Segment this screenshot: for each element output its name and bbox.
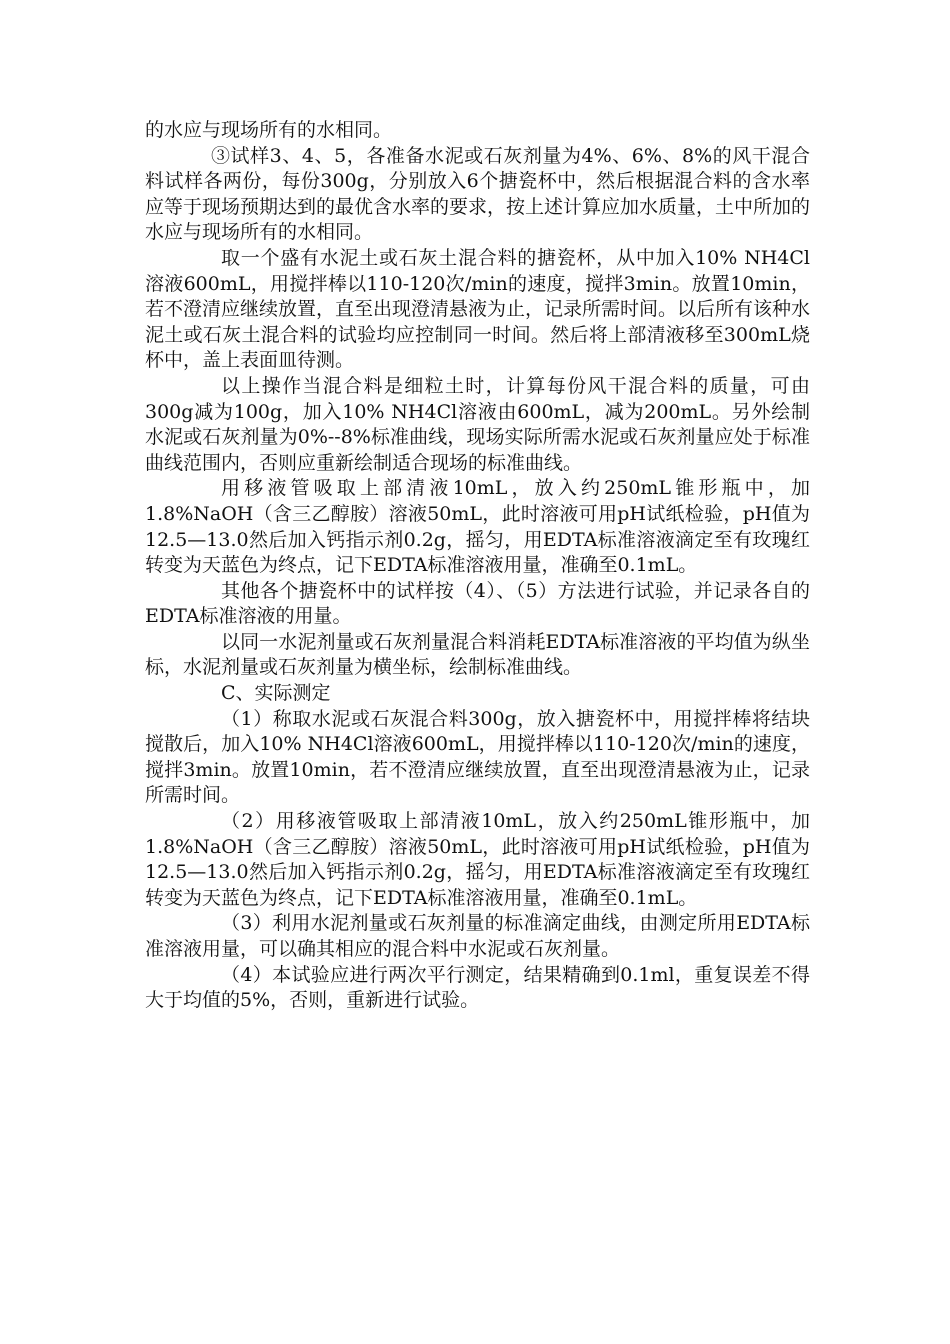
- paragraph-step-3: （3）利用水泥剂量或石灰剂量的标准滴定曲线，由测定所用EDTA标准溶液用量，可以确其相应的混合料中水泥或石灰剂量。: [145, 912, 810, 960]
- paragraph-step-2: （2）用移液管吸取上部清液10mL，放入约250mL锥形瓶中，加1.8%NaOH（含三乙醇胺）溶液50mL，此时溶液可用pH试纸检验，pH值为12.5—13.0然后加入钙指示剂0.2g，摇匀，用EDTA标准溶液滴定至有玫瑰红转变为天蓝色为终点，记下EDTA标准溶液用量，准确至0.1mL。: [145, 810, 810, 909]
- paragraph-sample-3-4-5: ③试样3、4、5，各准备水泥或石灰剂量为4%、6%、8%的风干混合料试样各两份，每份300g，分别放入6个搪瓷杯中，然后根据混合料的含水率应等于现场预期达到的最优含水率的要求，按上述计算应加水质量，土中所加的水应与现场所有的水相同。: [145, 144, 811, 244]
- paragraph-fine-soil: 以上操作当混合料是细粒土时，计算每份风干混合料的质量，可由300g减为100g，加入10% NH4Cl溶液由600mL，减为200mL。另外绘制水泥或石灰剂量为0%--8%标准曲线，现场实际所需水泥或石灰剂量应处于标准曲线范围内，否则应重新绘制适合现场的标准曲线。: [145, 374, 810, 474]
- paragraph-standard-curve: 以同一水泥剂量或石灰剂量混合料消耗EDTA标准溶液的平均值为纵坐标，水泥剂量或石灰剂量为横坐标，绘制标准曲线。: [145, 630, 810, 679]
- paragraph-pipette: 用移液管吸取上部清液10mL，放入约250mL锥形瓶中，加1.8%NaOH（含三乙醇胺）溶液50mL，此时溶液可用pH试纸检验，pH值为12.5—13.0然后加入钙指示剂0.2g，摇匀，用EDTA标准溶液滴定至有玫瑰红转变为天蓝色为终点，记下EDTA标准溶液用量，准确至0.1mL。: [145, 477, 810, 577]
- paragraph-other-cups: 其他各个搪瓷杯中的试样按（4）、（5）方法进行试验，并记录各自的EDTA标准溶液的用量。: [145, 579, 810, 628]
- paragraph-take-cup: 取一个盛有水泥土或石灰土混合料的搪瓷杯，从中加入10% NH4Cl溶液600mL，用搅拌棒以110-120次/min的速度，搅拌3min。放置10min，若不澄清应继续放置，直至出现澄清悬液为止，记录所需时间。以后所有该种水泥土或石灰土混合料的试验均应控制同一时间。然后将上部清液移至300mL烧杯中，盖上表面皿待测。: [145, 246, 811, 372]
- body-text: [145, 118, 810, 1014]
- paragraph-step-1: （1）称取水泥或石灰混合料300g，放入搪瓷杯中，用搅拌棒将结块搅散后，加入10% NH4Cl溶液600mL，用搅拌棒以110-120次/min的速度，搅拌3min。放置10min，若不澄清应继续放置，直至出现澄清悬液为止，记录所需时间。: [145, 707, 810, 807]
- section-heading-actual-measurement: C、实际测定: [221, 682, 331, 705]
- paragraph-continuation: 的水应与现场所有的水相同。: [145, 119, 393, 141]
- paragraph-step-4: （4）本试验应进行两次平行测定，结果精确到0.1ml，重复误差不得大于均值的5%，否则，重新进行试验。: [145, 963, 810, 1012]
